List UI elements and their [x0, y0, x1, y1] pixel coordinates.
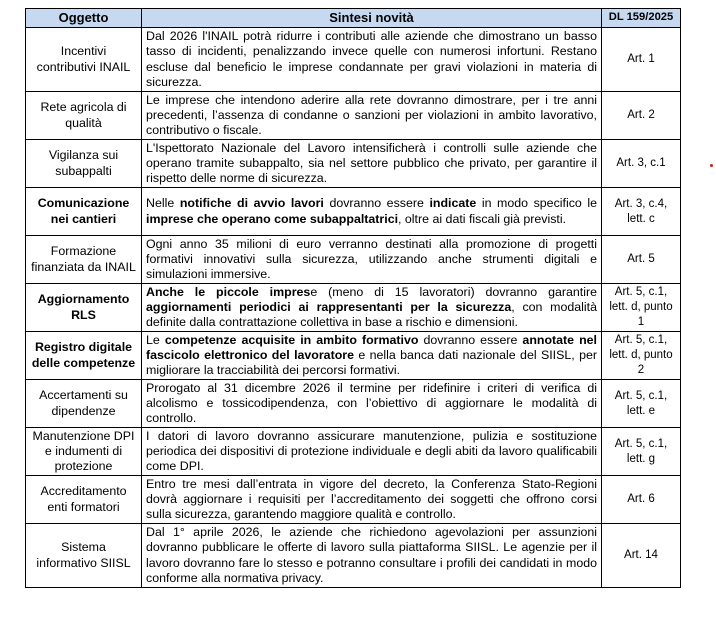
table-row — [26, 28, 681, 92]
reference-cell: Art. 2 — [602, 92, 681, 140]
summary-text: Entro tre mesi dall’entrata in vigore del decreto, la Conferenza Stato-Regioni dovrà aggiornare i requisiti per l’accreditamento dei soggetti che offrono corsi sulla sicurezza, garantendo maggiore qualità e controllo. — [146, 476, 597, 522]
summary-text: e nella banca dati nazionale del SIISL, per migliorare la tracciabilità dei percorsi formativi. — [146, 347, 597, 378]
decree-summary-table — [25, 8, 681, 588]
table-row — [26, 476, 681, 524]
reference-cell: Art. 3, c.1 — [602, 140, 681, 188]
topic-cell: Manutenzione DPI e indumenti di protezione — [26, 428, 142, 476]
table-row — [26, 236, 681, 284]
summary-text: I datori di lavoro dovranno assicurare manutenzione, pulizia e sostituzione periodica dei dispositivi di protezione individuale e degli abiti da lavoro qualificabili come DPI. — [146, 428, 597, 474]
summary-text-bold: imprese che operano come subappaltatrici — [146, 211, 399, 226]
table-row — [26, 332, 681, 380]
summary-text: Dal 1° aprile 2026, le aziende che richiedono agevolazioni per assunzioni dovranno pubblicare le offerte di lavoro sulla piattaforma SIISL. Le agenzie per il lavoro dovranno fare lo stesso e potranno consultare i profili dei candidati in modo conforme alla normativa privacy. — [146, 525, 597, 585]
summary-cell — [142, 236, 602, 284]
summary-text-bold: competenze acquisite in ambito formativo — [164, 332, 419, 347]
summary-text-bold: Anche le piccole impres — [146, 284, 311, 299]
reference-cell: Art. 5, c.1, lett. e — [602, 380, 681, 428]
summary-text: e (meno di 15 lavoratori) dovranno garantire — [310, 284, 597, 299]
table-row — [26, 92, 681, 140]
table-row — [26, 524, 681, 588]
red-marker-dot — [710, 164, 713, 167]
summary-text: dovranno essere — [418, 332, 523, 347]
table-row — [26, 428, 681, 476]
summary-text-bold: aggiornamenti periodici ai rappresentanti per la sicurezza — [146, 299, 512, 314]
summary-text-bold: notifiche di avvio lavori — [179, 196, 324, 211]
summary-text: , con modalità definite dalla contrattazione collettiva in base a rischio e dimensioni. — [146, 299, 598, 330]
summary-cell — [142, 92, 602, 140]
summary-text: Ogni anno 35 milioni di euro verranno destinati alla promozione di progetti formativi innovativi sulla sicurezza, utilizzando anche strumenti digitali e simulazioni immersive. — [146, 236, 597, 282]
summary-text: Nelle — [146, 196, 180, 211]
reference-cell: Art. 14 — [602, 524, 681, 588]
topic-cell: Rete agricola di qualità — [26, 92, 142, 140]
summary-cell — [142, 284, 602, 332]
table-row — [26, 188, 681, 236]
summary-cell — [142, 380, 602, 428]
summary-cell — [142, 476, 602, 524]
topic-cell: Formazione finanziata da INAIL — [26, 236, 142, 284]
summary-text: L'Ispettorato Nazionale del Lavoro intensificherà i controlli sulle aziende che operano tramite subappalto, sia nel settore pubblico che privato, per garantire il rispetto delle norme di sicurezza. — [146, 140, 597, 186]
summary-cell — [142, 28, 602, 92]
table-body — [26, 28, 681, 588]
header-summary: Sintesi novità — [142, 9, 602, 28]
topic-cell: Aggiornamento RLS — [26, 284, 142, 332]
reference-cell: Art. 3, c.4, lett. c — [602, 188, 681, 236]
topic-cell: Comunicazione nei cantieri — [26, 188, 142, 236]
reference-cell: Art. 5, c.1, lett. g — [602, 428, 681, 476]
topic-cell: Accreditamento enti formatori — [26, 476, 142, 524]
summary-cell — [142, 140, 602, 188]
summary-text-bold: annotate nel fascicolo elettronico del lavoratore — [146, 332, 598, 362]
summary-cell — [142, 428, 602, 476]
topic-cell: Registro digitale delle competenze — [26, 332, 142, 380]
summary-text-bold: indicate — [429, 196, 477, 211]
topic-cell: Vigilanza sui subappalti — [26, 140, 142, 188]
summary-text: Le imprese che intendono aderire alla rete dovranno dimostrare, per i tre anni precedenti, l’assenza di condanne o sanzioni per violazioni in ambito lavorativo, contributivo o fiscale. — [146, 92, 597, 138]
summary-cell — [142, 524, 602, 588]
reference-cell: Art. 5, c.1, lett. d, punto 1 — [602, 284, 681, 332]
header-topic: Oggetto — [26, 9, 142, 28]
summary-text: Prorogato al 31 dicembre 2026 il termine per ridefinire i criteri di verifica di alcolismo e tossicodipendenza, con l’obiettivo di aggiornare le modalità di controllo. — [146, 380, 597, 426]
table-header-row — [26, 9, 681, 28]
table-row — [26, 140, 681, 188]
reference-cell: Art. 5 — [602, 236, 681, 284]
reference-cell: Art. 1 — [602, 28, 681, 92]
header-reference: DL 159/2025 — [602, 9, 681, 28]
summary-text: dovranno essere — [323, 196, 430, 211]
summary-text: in modo specifico le — [476, 196, 598, 211]
table-row — [26, 284, 681, 332]
topic-cell: Incentivi contributivi INAIL — [26, 28, 142, 92]
topic-cell: Accertamenti su dipendenze — [26, 380, 142, 428]
summary-cell — [142, 188, 602, 236]
summary-cell — [142, 332, 602, 380]
topic-cell: Sistema informativo SIISL — [26, 524, 142, 588]
summary-text: , oltre ai dati fiscali già previsti. — [398, 211, 567, 226]
reference-cell: Art. 5, c.1, lett. d, punto 2 — [602, 332, 681, 380]
table-row — [26, 380, 681, 428]
reference-cell: Art. 6 — [602, 476, 681, 524]
summary-text: Le — [146, 332, 165, 347]
summary-text: Dal 2026 l'INAIL potrà ridurre i contributi alle aziende che dimostrano un basso tasso di incidenti, penalizzando invece quelle con numerosi infortuni. Restano escluse dal beneficio le imprese condannate per gravi violazioni in materia di sicurezza. — [146, 29, 597, 89]
